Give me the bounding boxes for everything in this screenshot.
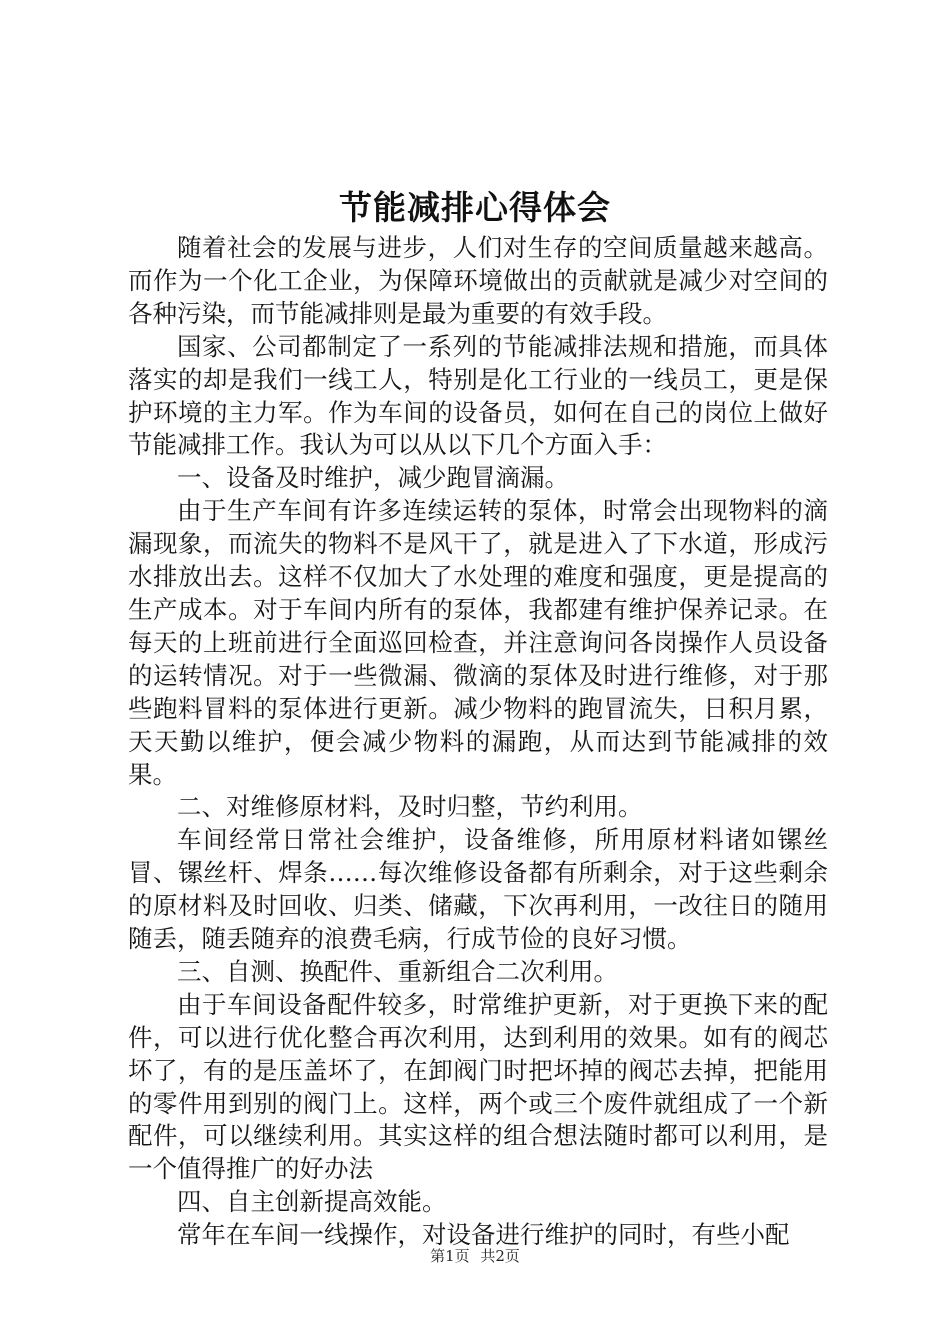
section-body-4: 常年在车间一线操作，对设备进行维护的同时，有些小配 [177,1220,790,1250]
section-heading-4: 四、自主创新提高效能。 [177,1187,447,1217]
section-body-1: 由于生产车间有许多连续运转的泵体，时常会出现物料的滴漏现象，而流失的物料不是风干了，就是进入了下水道，形成污水排放出去。这样不仅加大了水处理的难度和强度，更是提高的生产成本。对于车间内所有的泵体，我都建有维护保养记录。在每天的上班前进行全面巡回检查，并注意询问各岗操作人员设备的运转情况。对于一些微漏、微滴的泵体及时进行维修，对于那些跑料冒料的泵体进行更新。减少物料的跑冒流失，日积月累，天天勤以维护，便会减少物料的漏跑，从而达到节能减排的效果。 [128,496,828,789]
section-body-3: 由于车间设备配件较多，时常维护更新，对于更换下来的配件，可以进行优化整合再次利用，达到利用的效果。如有的阀芯坏了，有的是压盖坏了，在卸阀门时把坏掉的阀芯去掉，把能用的零件用到别的阀门上。这样，两个或三个废件就组成了一个新配件，可以继续利用。其实这样的组合想法随时都可以利用，是一个值得推广的好办法 [128,989,828,1184]
section-heading-2: 二、对维修原材料，及时归整，节约利用。 [177,792,643,822]
page-number: 第1页 [430,1247,470,1265]
document-body [128,232,828,1252]
paragraph-context: 国家、公司都制定了一系列的节能减排法规和措施，而具体落实的却是我们一线工人，特别是化工行业的一线员工，更是保护环境的主力军。作为车间的设备员，如何在自己的岗位上做好节能减排工作。我认为可以从以下几个方面入手： [128,331,828,460]
page-footer [0,1246,950,1266]
section-heading-1: 一、设备及时维护，减少跑冒滴漏。 [177,463,569,493]
page-total: 共2页 [480,1247,520,1265]
paragraph-intro: 随着社会的发展与进步，人们对生存的空间质量越来越高。而作为一个化工企业，为保障环境做出的贡献就是减少对空间的各种污染，而节能减排则是最为重要的有效手段。 [128,233,828,328]
section-heading-3: 三、自测、换配件、重新组合二次利用。 [177,956,618,986]
section-body-2: 车间经常日常社会维护，设备维修，所用原材料诸如镙丝冒、镙丝杆、焊条……每次维修设备都有所剩余，对于这些剩余的原材料及时回收、归类、储藏，下次再利用，一改往日的随用随丢，随丢随弃的浪费毛病，行成节俭的良好习惯。 [128,825,828,954]
document-title: 节能减排心得体会 [339,188,611,227]
